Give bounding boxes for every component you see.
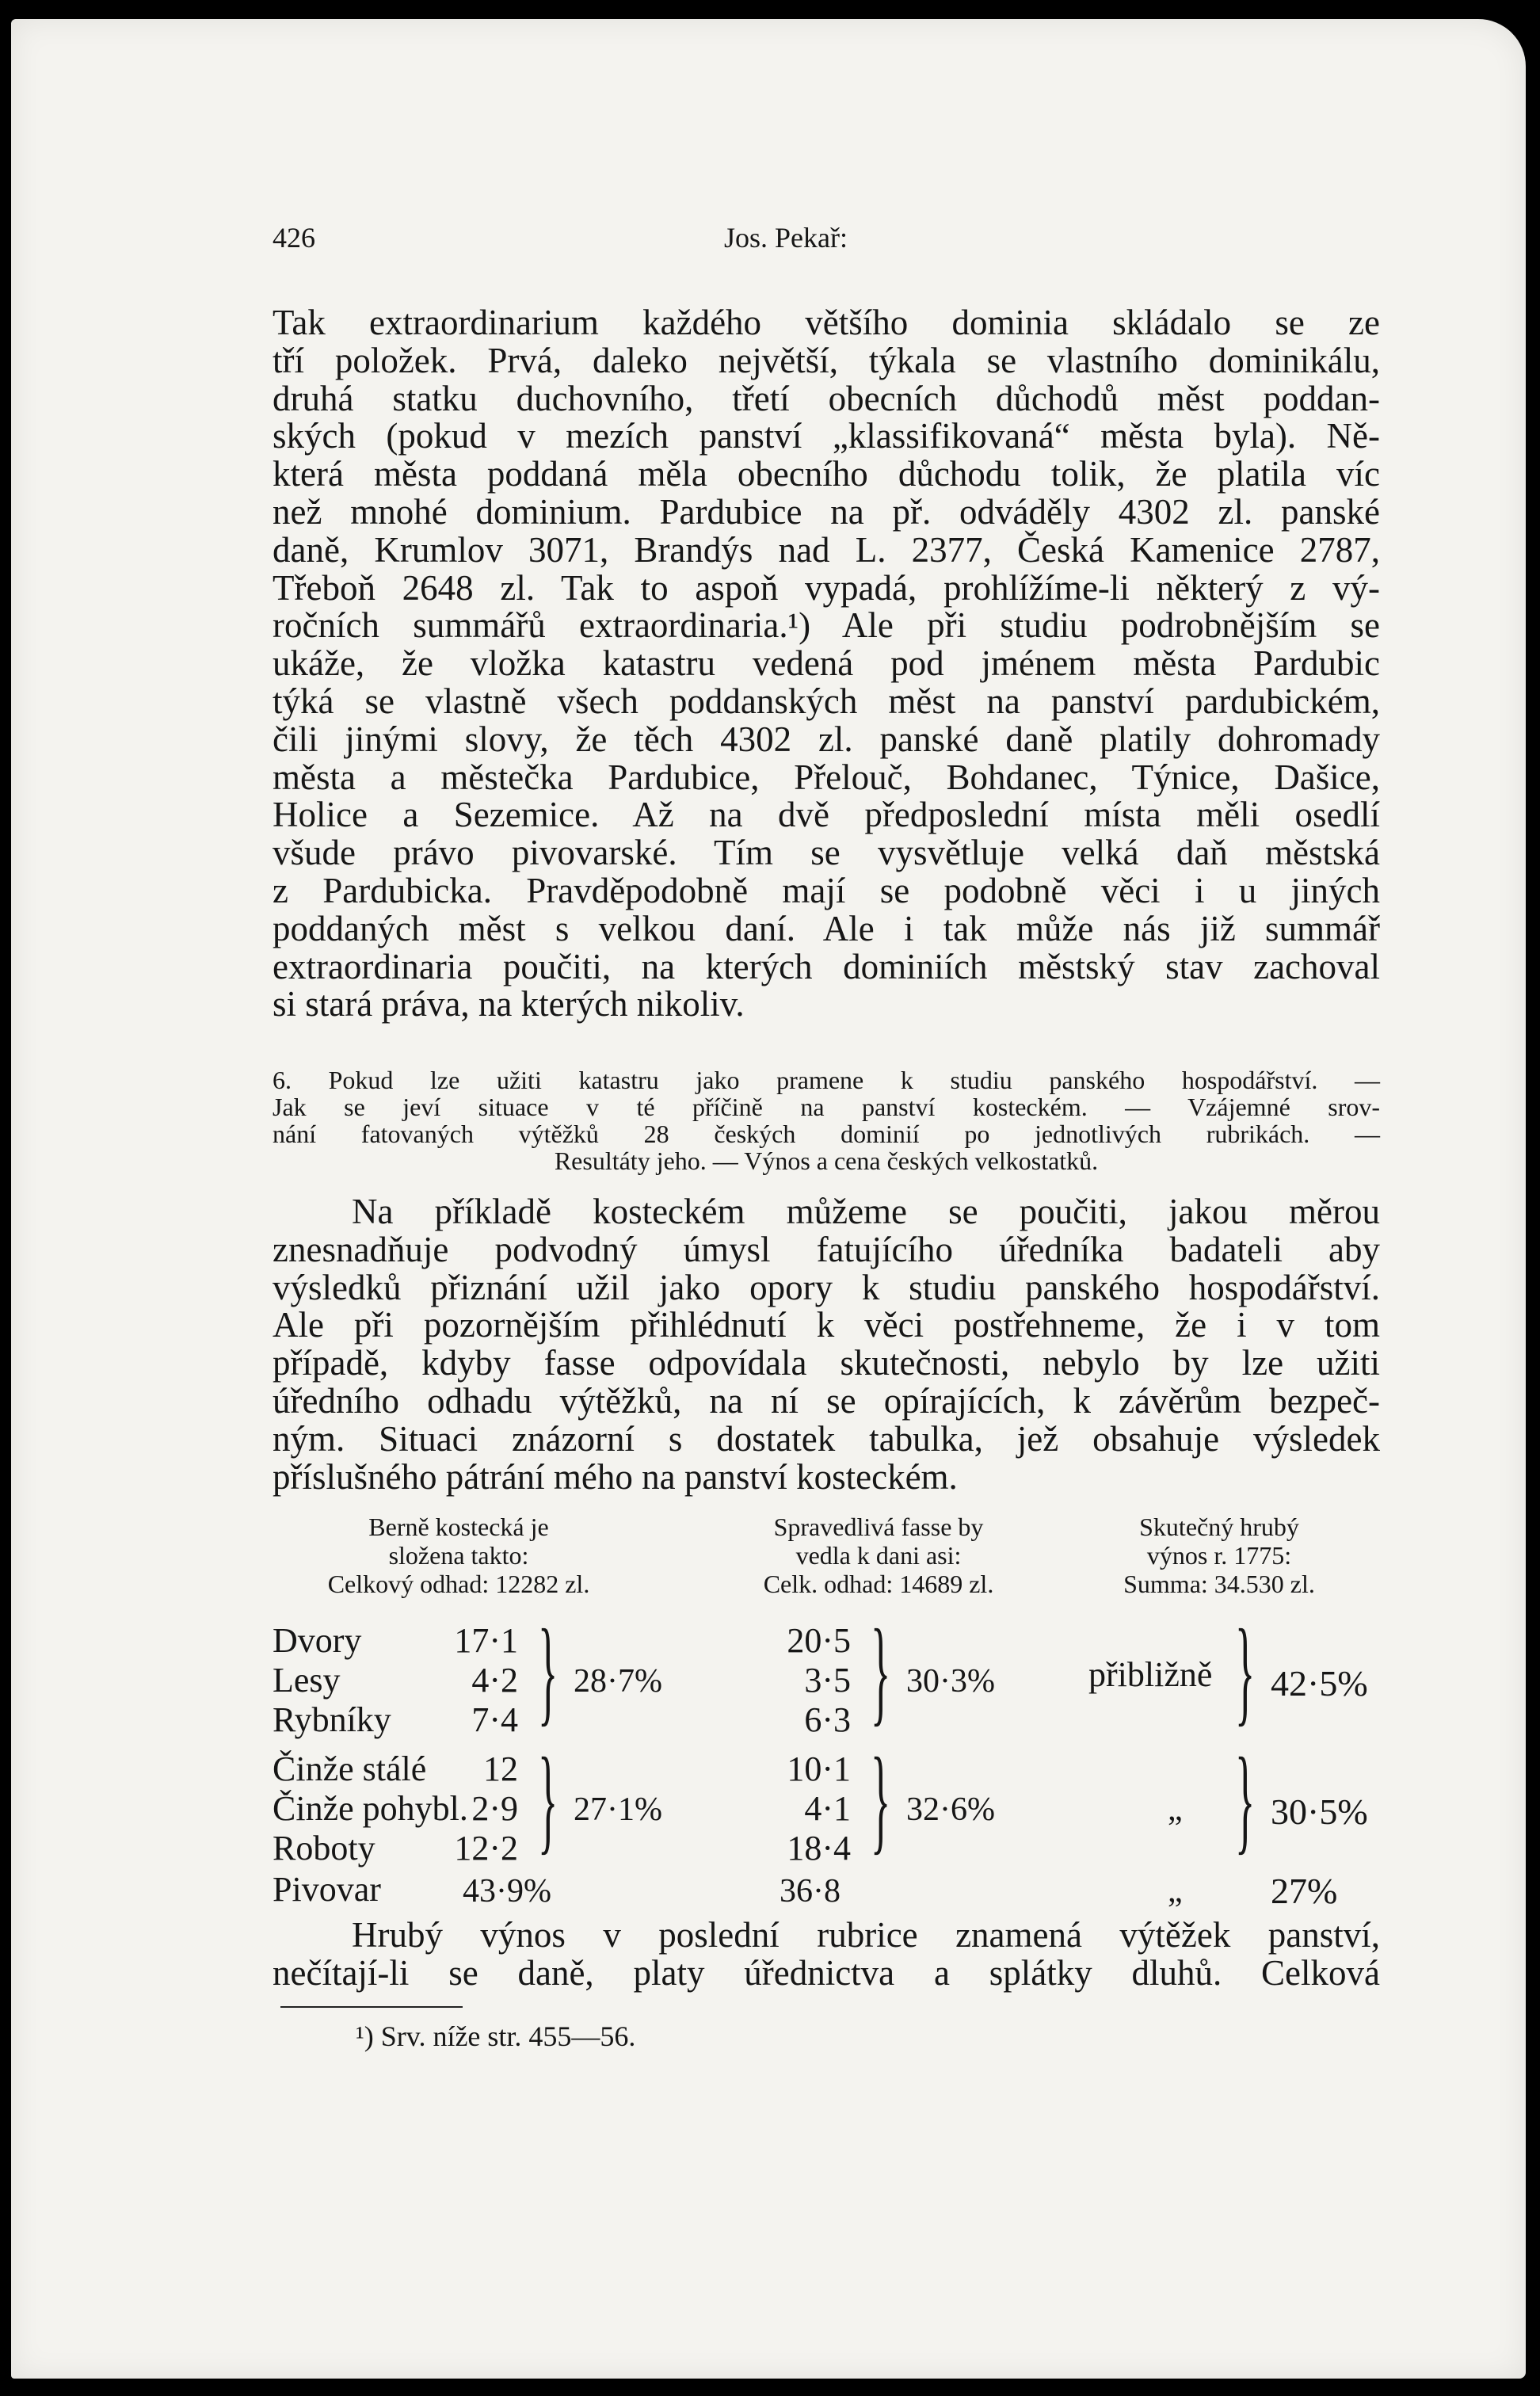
group2-pct-2: 32·6% (906, 1791, 995, 1828)
text-line: výsledků přiznání užil jako opory k studiu panského hospodářství. (273, 1267, 1380, 1307)
text-line: týká se vlastně všech poddanských měst na panství pardubickém, (273, 681, 1380, 721)
group1-pct-2: 30·3% (906, 1663, 995, 1700)
text-line: města a městečka Pardubice, Přelouč, Bohdanec, Týnice, Dašice, (273, 757, 1380, 797)
page (11, 19, 1526, 2379)
row-label: Lesy (273, 1661, 341, 1700)
pivovar-prefix: „ (1168, 1873, 1183, 1910)
table-column-2-head (716, 1513, 1041, 1598)
text-line: Ale při pozornějším přihlédnutí k věci postřehneme, že i v tom (273, 1305, 1380, 1345)
table-column-1-head (273, 1513, 645, 1598)
running-title: Jos. Pekař: (724, 222, 848, 254)
group2-pct-3: 30·5% (1271, 1791, 1368, 1832)
text-line: daně, Krumlov 3071, Brandýs nad L. 2377, Česká Kamenice 2787, (273, 529, 1380, 570)
paragraph-3 (273, 1917, 1380, 1993)
text-line: úředního odhadu výtěžků, na ní se opírajících, k závěrům bezpeč- (273, 1380, 1380, 1421)
text-line: znesnadňuje podvodný úmysl fatujícího úředníka badateli aby (273, 1229, 1380, 1269)
heading-line: 6. Pokud lze užiti katastru jako pramene k studiu panského hospodářství. — (273, 1066, 1380, 1094)
pivovar-value-2: 36·8 (780, 1873, 841, 1910)
col-head-line: Celkový odhad: 12282 zl. (327, 1570, 590, 1598)
col-head-line: Celk. odhad: 14689 zl. (763, 1570, 994, 1598)
text-line: tří položek. Prvá, daleko největší, týkala se vlastního dominikálu, (273, 340, 1380, 380)
group1-pct-1: 28·7% (574, 1663, 662, 1700)
table-column-3-head (1057, 1513, 1382, 1598)
text-line: poddaných měst s velkou daní. Ale i tak může nás již summář (273, 908, 1380, 948)
footnote-rule (280, 2006, 463, 2008)
heading-line: Jak se jeví situace v té příčině na panství kosteckém. — Vzájemné srov- (273, 1093, 1380, 1121)
text-line: Tak extraordinarium každého většího dominia skládalo se ze (273, 303, 1380, 342)
paragraph-1 (273, 304, 1380, 1024)
text-line: ným. Situaci znázorní s dostatek tabulka, jež obsahuje výsledek (273, 1418, 1380, 1459)
col-head-line: Berně kostecká je (368, 1513, 549, 1541)
col-head-line: vedla k dani asi: (795, 1541, 962, 1570)
brace-group2-col2: } (871, 1734, 891, 1865)
text-line: extraordinaria poučiti, na kterých dominiích městský stav zachoval (273, 946, 1380, 986)
text-line: si stará práva, na kterých nikoliv. (273, 984, 745, 1024)
brace-group1-col1: } (538, 1605, 558, 1737)
text-line: z Pardubicka. Pravděpodobně mají se podobně věci i u jiných (273, 870, 1380, 910)
text-line: všude právo pivovarské. Tím se vysvětluje velká daň městská (273, 833, 1380, 873)
row-value-2: 20·5 (787, 1621, 851, 1660)
text-line: ských (pokud v mezích panství „klassifikovaná“ města byla). Ně- (273, 416, 1380, 456)
group2-prefix: „ (1168, 1791, 1183, 1828)
text-line: čili jinými slovy, že těch 4302 zl. panské daně platily dohromady (273, 719, 1380, 759)
brace-group1-col2: } (871, 1605, 891, 1737)
text-line: ukáže, že vložka katastru vedená pod jménem města Pardubic (273, 643, 1380, 684)
group2-pct-1: 27·1% (574, 1791, 662, 1828)
row-label: Rybníky (273, 1700, 391, 1739)
row-label: Činže pohybl. (273, 1789, 468, 1828)
row-value-1: 17·1 (454, 1621, 518, 1660)
row-value-2: 10·1 (787, 1749, 851, 1788)
row-label: Činže stálé (273, 1749, 427, 1788)
row-value-2: 18·4 (787, 1829, 851, 1868)
text-line: Třeboň 2648 zl. Tak to aspoň vypadá, prohlížíme-li některý z vý- (273, 567, 1380, 608)
footnote: ¹) Srv. níže str. 455—56. (356, 2020, 636, 2052)
col-head-line: Summa: 34.530 zl. (1123, 1570, 1315, 1598)
row-value-1: 2·9 (471, 1789, 518, 1828)
row-value-2: 4·1 (804, 1789, 851, 1828)
col-head-line: Spravedlivá fasse by (773, 1513, 984, 1541)
col-head-line: Skutečný hrubý (1139, 1513, 1299, 1541)
row-label: Roboty (273, 1829, 375, 1868)
text-line: nečítají-li se daně, platy úřednictva a splátky dluhů. Celková (273, 1952, 1380, 1993)
row-value-1: 4·2 (471, 1661, 518, 1700)
row-value-1: 12 (483, 1749, 518, 1788)
text-line: Holice a Sezemice. Až na dvě předposlední místa měli osedlí (273, 795, 1380, 835)
brace-group2-col1: } (538, 1734, 558, 1865)
group1-prefix: přibližně (1088, 1655, 1213, 1694)
heading-line: Resultáty jeho. — Výnos a cena českých velkostatků. (554, 1146, 1099, 1175)
page-header (273, 221, 1380, 261)
paragraph-2 (273, 1193, 1380, 1496)
text-line: Na příkladě kosteckém můžeme se poučiti, jakou měrou (352, 1192, 1380, 1231)
col-head-line: výnos r. 1775: (1146, 1541, 1292, 1570)
row-label: Pivovar (273, 1870, 381, 1909)
row-value-1: 7·4 (471, 1700, 518, 1739)
row-label: Dvory (273, 1621, 362, 1660)
brace-group2-col3: } (1235, 1734, 1256, 1865)
row-value-1: 12·2 (454, 1829, 518, 1868)
text-line: než mnohé dominium. Pardubice na př. odváděly 4302 zl. panské (273, 491, 1380, 532)
text-line: ročních summářů extraordinaria.¹) Ale při studiu podrobnějším se (273, 605, 1380, 646)
brace-group1-col3: } (1235, 1605, 1256, 1737)
text-line: která města poddaná měla obecního důchodu tolik, že platila víc (273, 454, 1380, 494)
text-line: případě, kdyby fasse odpovídala skutečnosti, nebylo by lze užiti (273, 1343, 1380, 1383)
text-line: Hrubý výnos v poslední rubrice znamená výtěžek panství, (352, 1915, 1380, 1955)
page-number: 426 (273, 222, 315, 254)
group1-pct-3: 42·5% (1271, 1663, 1368, 1704)
pivovar-pct-1: 43·9% (463, 1873, 551, 1910)
section-heading-6 (273, 1066, 1380, 1174)
pivovar-pct-3: 27% (1271, 1871, 1338, 1911)
text-line: druhá statku duchovního, třetí obecních důchodů měst poddan- (273, 378, 1380, 418)
col-head-line: složena takto: (388, 1541, 529, 1570)
text-line: příslušného pátrání mého na panství kosteckém. (273, 1456, 958, 1497)
row-value-2: 3·5 (804, 1661, 851, 1700)
heading-line: nání fatovaných výtěžků 28 českých dominií po jednotlivých rubrikách. — (273, 1120, 1380, 1148)
row-value-2: 6·3 (804, 1700, 851, 1739)
